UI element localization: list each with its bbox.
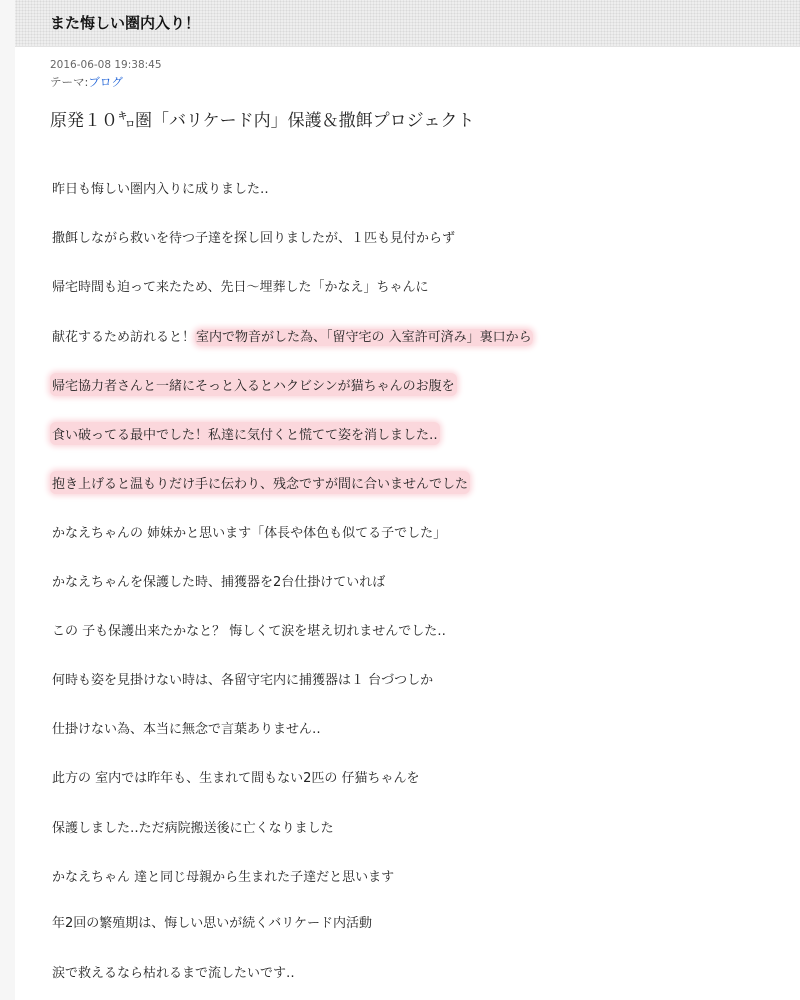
entry-theme xyxy=(50,74,123,90)
body-paragraph: 撒餌しながら救いを待つ子達を探し回りましたが、１匹も見付からず xyxy=(52,231,456,246)
highlighted-paragraph: 抱き上げると温もりだけ手に伝わり、残念ですが間に合いませんでした xyxy=(50,471,470,494)
entry-title-bar xyxy=(15,0,800,47)
body-text: 献花するため訪れると！ xyxy=(52,330,196,345)
body-paragraph: 仕掛けない為、本当に無念で言葉ありません‥ xyxy=(52,722,321,737)
body-paragraph xyxy=(50,324,535,347)
blog-entry xyxy=(15,0,800,1000)
body-paragraph: この 子も保護出来たかなと？ 悔しくて涙を堪え切れませんでした‥ xyxy=(52,624,446,639)
entry-date: 2016-06-08 19:38:45 xyxy=(50,59,162,71)
body-paragraph: 此方の 室内では昨年も、生まれて間もない2匹の 仔猫ちゃんを xyxy=(52,771,420,786)
body-paragraph: 何時も姿を見掛けない時は、各留守宅内に捕獲器は１ 台づつしか xyxy=(52,673,434,688)
body-paragraph: 帰宅時間も迫って来たため、先日～埋葬した「かなえ」ちゃんに xyxy=(52,280,429,295)
body-paragraph: かなえちゃん 達と同じ母親から生まれた子達だと思います xyxy=(52,870,395,885)
theme-link[interactable]: ブログ xyxy=(88,75,123,89)
highlighted-text: 室内で物音がした為、「留守宅の 入室許可済み」裏口から xyxy=(196,330,532,345)
body-paragraph: 昨日も悔しい圏内入りに成りました‥ xyxy=(52,182,269,197)
entry-subtitle: 原発１０㌔圏「バリケード内」保護＆撒餌プロジェクト xyxy=(50,111,475,131)
body-paragraph: 涙で救えるなら枯れるまで流したいです‥ xyxy=(52,966,295,981)
body-paragraph: かなえちゃんを保護した時、捕獲器を2台仕掛けていれば xyxy=(52,575,386,590)
highlighted-paragraph: 帰宅協力者さんと一緒にそっと入るとハクビシンが猫ちゃんのお腹を xyxy=(50,373,457,396)
body-paragraph: かなえちゃんの 姉妹かと思います「体長や体色も似てる子でした」 xyxy=(52,526,447,541)
body-paragraph: 保護しました‥ただ病院搬送後に亡くなりました xyxy=(52,821,334,836)
body-paragraph: 年2回の繁殖期は、悔しい思いが続くバリケード内活動 xyxy=(52,916,373,931)
theme-label: テーマ: xyxy=(50,75,89,89)
highlighted-paragraph: 食い破ってる最中でした！私達に気付くと慌てて姿を消しました‥ xyxy=(50,422,440,445)
entry-title[interactable]: また悔しい圏内入り！ xyxy=(50,14,201,32)
